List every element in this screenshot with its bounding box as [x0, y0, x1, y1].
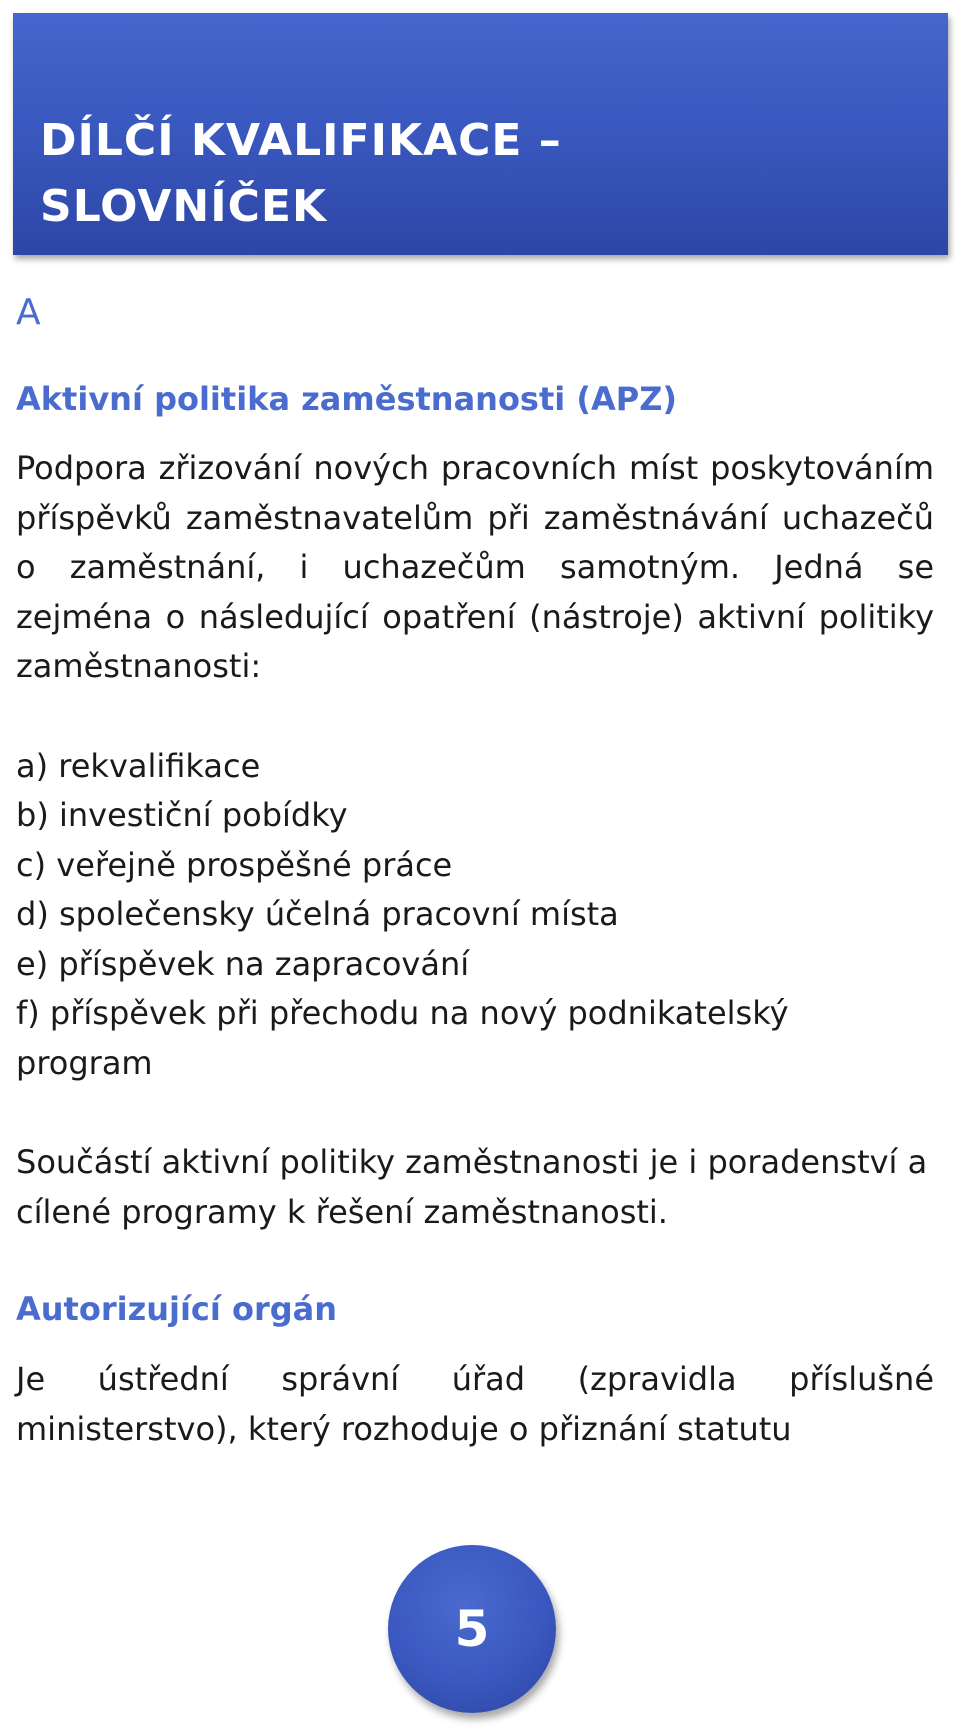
- section-letter-heading: A: [16, 292, 41, 333]
- list-item: d) společensky účelná pracovní místa: [16, 895, 619, 933]
- glossary-content: [16, 290, 934, 1454]
- term-title-apz: Aktivní politika zaměstnanosti (APZ): [16, 380, 678, 418]
- page-title: [40, 108, 900, 240]
- term-note-apz: Součástí aktivní politiky zaměstnanosti je i poradenství a cílené programy k řešení zaměstnanosti.: [16, 1143, 928, 1231]
- list-item: c) veřejně prospěšné práce: [16, 845, 453, 884]
- list-item: f) příspěvek při přechodu na nový podnikatelský program: [16, 994, 789, 1082]
- page-title-line-1: DÍLČÍ KVALIFIKACE –: [40, 115, 562, 166]
- term-definition-autorizujici-organ: Je ústřední správní úřad (zpravidla příslušné ministerstvo), který rozhoduje o přiznání statutu: [16, 1360, 934, 1448]
- list-item: a) rekvalifikace: [16, 746, 261, 785]
- page-title-line-2: SLOVNÍČEK: [40, 181, 328, 232]
- list-item: e) příspěvek na zapracování: [16, 944, 470, 983]
- term-definition-apz: Podpora zřizování nových pracovních míst poskytováním příspěvků zaměstnavatelům při zaměstnávání uchazečů o zaměstnání, i uchazečům samotným. Jedná se zejména o následující opatření (nástroje) aktivní politiky zaměstnanosti:: [16, 449, 934, 685]
- apz-measures-list: [16, 742, 934, 1089]
- page-number-badge: [388, 1545, 556, 1713]
- list-item: b) investiční pobídky: [16, 796, 348, 834]
- term-title-autorizujici-organ: Autorizující orgán: [16, 1290, 338, 1328]
- page-number: 5: [454, 1600, 490, 1658]
